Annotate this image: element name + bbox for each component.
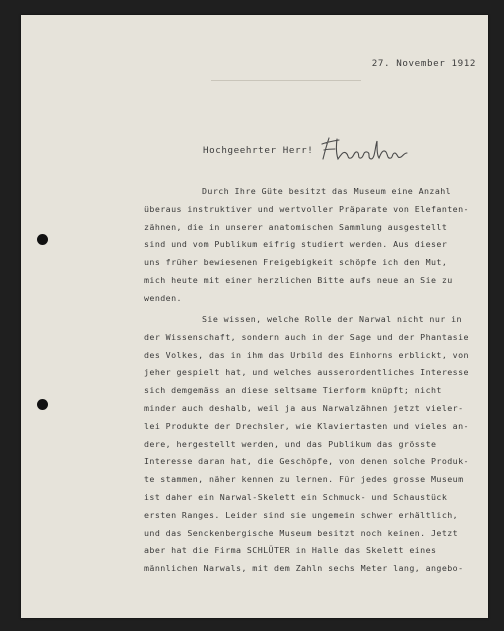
salutation [203, 135, 411, 165]
letter-date: 27. November 1912 [371, 58, 476, 69]
text-line: mich heute mit einer herzlichen Bitte aufs neue an Sie zu [144, 274, 453, 285]
text-line: dere, hergestellt werden, und das Publikum das grösste [144, 438, 437, 449]
text-line: ersten Ranges. Leider sind sie ungemein schwer erhältlich, [144, 509, 459, 520]
text-line: Sie wissen, welche Rolle der Narwal nicht nur in [202, 314, 462, 324]
text-line: aber hat die Firma SCHLÜTER in Halle das Skelett eines [144, 545, 437, 556]
text-line: zähnen, die in unserer anatomischen Sammlung ausgestellt [144, 221, 448, 232]
letter-page [21, 15, 488, 618]
text-line: überaus instruktiver und wertvoller Präparate von Elefanten- [144, 203, 469, 214]
handwritten-name [319, 135, 411, 165]
text-line: lei Produkte der Drechsler, wie Klaviertasten und vieles an- [144, 420, 469, 431]
text-line: sich demgemäss an diese seltsame Tierform knüpft; nicht [144, 385, 442, 396]
text-line: und das Senckenbergische Museum besitzt noch keinen. Jetzt [144, 527, 459, 538]
paragraph-1 [144, 183, 484, 308]
text-line: Durch Ihre Güte besitzt das Museum eine Anzahl [202, 186, 452, 196]
text-line: minder auch deshalb, weil ja aus Narwalzähnen jetzt vieler- [144, 402, 464, 413]
text-line: Interesse daran hat, die Geschöpfe, von denen solche Produk- [144, 456, 469, 467]
text-line: te stammen, näher kennen zu lernen. Für jedes grosse Museum [144, 474, 464, 485]
text-line: ist daher ein Narwal-Skelett ein Schmuck- und Schaustück [144, 491, 448, 502]
text-line: wenden. [144, 292, 182, 303]
paragraph-2 [144, 311, 484, 578]
punch-hole [37, 234, 48, 245]
salutation-text: Hochgeehrter Herr! [203, 144, 314, 156]
text-line: männlichen Narwals, mit dem Zahln sechs Meter lang, angebo- [144, 563, 464, 574]
header-rule [211, 80, 361, 81]
punch-hole [37, 399, 48, 410]
text-line: sind und vom Publikum eifrig studiert werden. Aus dieser [144, 239, 448, 250]
text-line: jeher gespielt hat, und welches ausserordentliches Interesse [144, 367, 469, 378]
text-line: uns früher bewiesenen Freigebigkeit schöpfe ich den Mut, [144, 257, 448, 268]
text-line: des Volkes, das in ihm das Urbild des Einhorns erblickt, von [144, 349, 469, 360]
text-line: der Wissenschaft, sondern auch in der Sage und der Phantasie [144, 331, 469, 342]
